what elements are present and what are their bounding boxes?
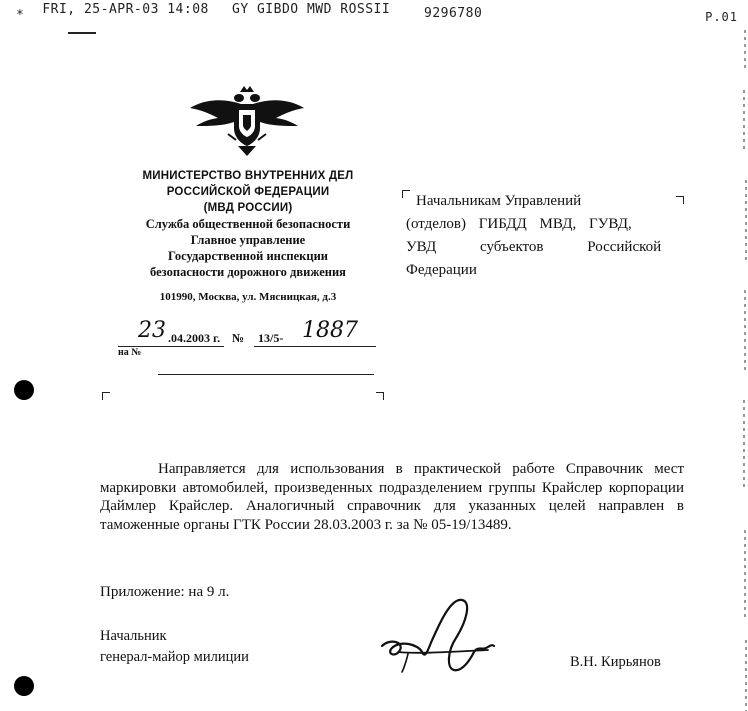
number-field [254, 318, 376, 347]
letter-body [100, 460, 684, 534]
date-rest: .04.2003 г. [168, 331, 221, 345]
punch-hole [14, 380, 34, 400]
fax-sender: GY GIBDO MWD ROSSII [232, 2, 391, 17]
punch-hole [14, 676, 34, 696]
signatory-title-line-2: генерал-майор милиции [100, 649, 249, 665]
fax-mark: * [16, 8, 25, 23]
fax-datetime: FRI, 25-APR-03 14:08 [42, 2, 209, 17]
sender-block [108, 168, 388, 305]
ministry-line-3: (МВД РОССИИ) [203, 202, 293, 214]
corner-mark [102, 392, 110, 400]
handwritten-signature [378, 592, 496, 676]
date-field [118, 318, 224, 347]
ministry-line-1: МИНИСТЕРСТВО ВНУТРЕННИХ ДЕЛ [142, 170, 354, 182]
outgoing-date-number [118, 318, 388, 354]
ministry-line-2: РОССИЙСКОЙ ФЕДЕРАЦИИ [166, 186, 330, 198]
signatory-name: В.Н. Кирьянов [570, 654, 661, 670]
handwritten-number: 1887 [302, 318, 358, 343]
service-line-3: Государственной инспекции [168, 249, 328, 263]
fax-number: 9296780 [424, 6, 483, 21]
reference-line [158, 374, 374, 375]
service-line-1: Служба общественной безопасности [145, 217, 351, 231]
fax-page-number: P.01 [705, 10, 738, 24]
double-headed-eagle-icon [188, 84, 306, 158]
addressee-line-1: Начальникам Управлений [416, 193, 582, 209]
attachment-note: Приложение: на 9 л. [100, 584, 230, 600]
addressee-line-2: (отделов) ГИБДД МВД, ГУВД, [406, 216, 632, 232]
fax-header [16, 2, 209, 23]
signatory-title-line-1: Начальник [100, 628, 167, 644]
signatory-title [100, 626, 249, 668]
addressee-line-4: Федерации [406, 262, 477, 278]
addressee-line-3: УВД субъектов Российской [406, 239, 662, 255]
sender-address: 101990, Москва, ул. Мясницкая, д.3 [159, 291, 337, 303]
scan-edge [742, 30, 748, 711]
reference-label: на № [118, 347, 142, 358]
corner-mark [376, 392, 384, 400]
corner-mark [676, 196, 684, 204]
number-label: № [232, 331, 245, 345]
service-line-4: безопасности дорожного движения [150, 265, 346, 279]
number-prefix: 13/5- [258, 331, 284, 345]
handwritten-day: 23 [138, 318, 166, 343]
body-paragraph: Направляется для использования в практической работе Справочник мест маркировки автомобилей, произведенных подразделением группы Крайслер корпорации Даймлер Крайслер. Аналогичный справочник для указанных целей направлен в таможенные органы ГТК России 28.03.2003 г. за № 05-19/13489. [100, 461, 684, 533]
service-line-2: Главное управление [190, 233, 306, 247]
fax-dash [68, 32, 96, 34]
addressee-block [406, 190, 676, 282]
